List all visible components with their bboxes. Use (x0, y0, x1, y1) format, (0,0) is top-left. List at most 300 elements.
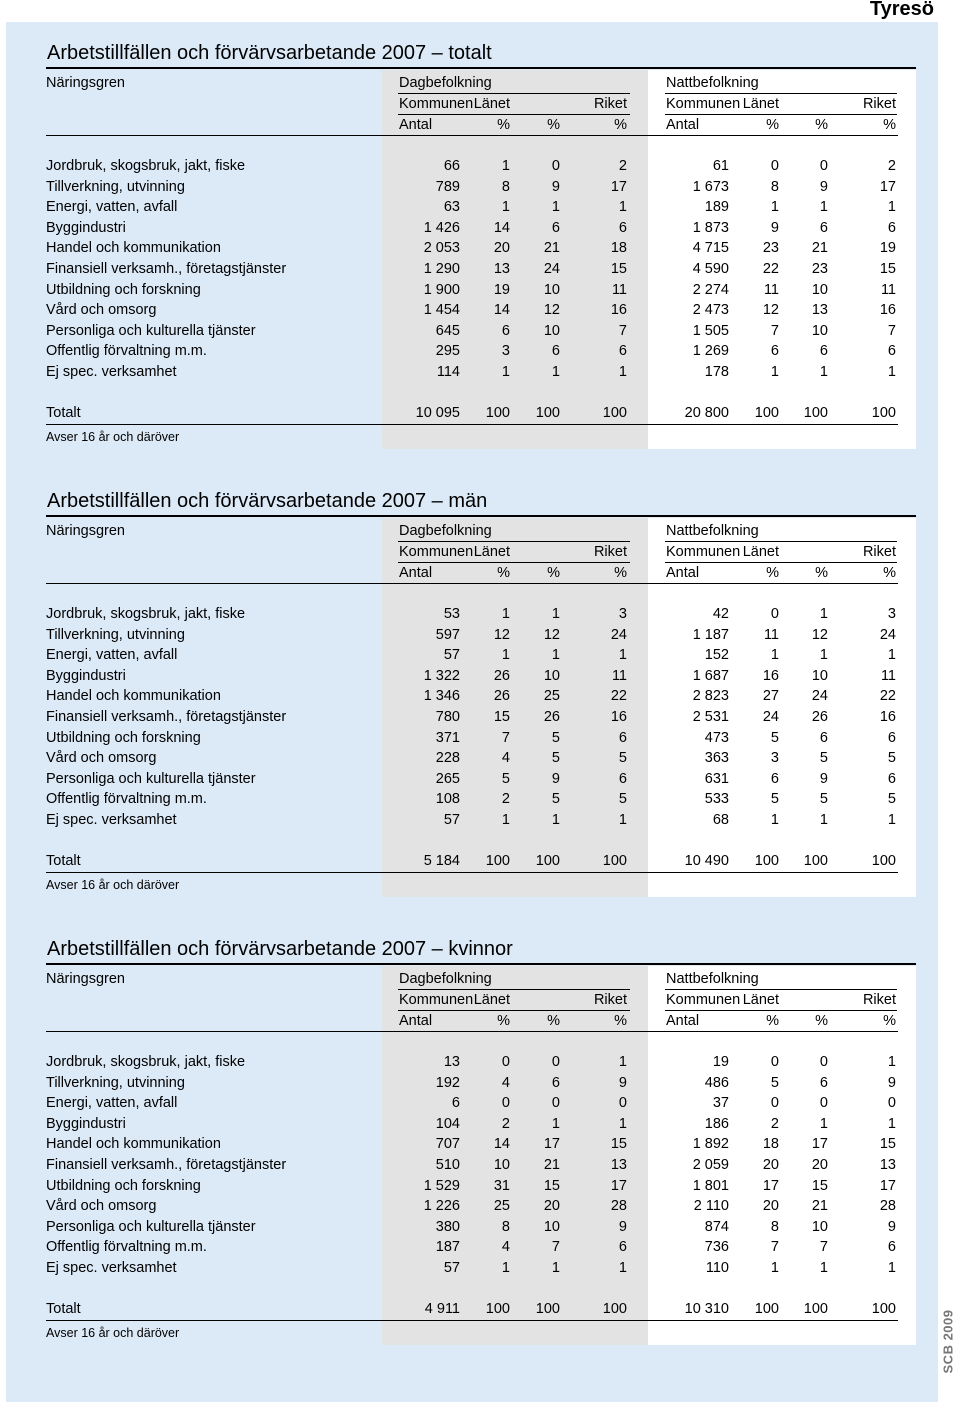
sector-label: Ej spec. verksamhet (46, 1260, 177, 1276)
total-value: 100 (602, 853, 627, 869)
table-row (46, 789, 898, 809)
header-riket-night: Riket (862, 544, 896, 560)
cell-value: 6 (819, 343, 828, 360)
cell-value: 631 (704, 770, 729, 787)
sector-label: Ej spec. verksamhet (46, 364, 177, 380)
cell-value: 1 529 (423, 1177, 460, 1194)
cell-value: 57 (443, 647, 460, 664)
sector-label: Handel och kommunikation (46, 240, 221, 257)
header-pct-day-3: % (614, 117, 627, 133)
header-antal-day: Antal (399, 565, 433, 581)
cell-value: 0 (618, 1095, 627, 1112)
header-kommunen-night: Kommunen (666, 992, 741, 1008)
sector-label: Vård och omsorg (46, 750, 157, 767)
cell-value: 10 (543, 322, 560, 339)
cell-value: 189 (704, 199, 729, 216)
cell-value: 22 (762, 261, 779, 277)
header-riket-night: Riket (862, 992, 896, 1008)
cell-value: 28 (610, 1198, 627, 1215)
header-row (46, 969, 898, 989)
sector-label: Jordbruk, skogsbruk, jakt, fiske (46, 158, 246, 174)
sector-label: Utbildning och forskning (46, 281, 201, 298)
cell-value: 4 (501, 1074, 510, 1091)
cell-value: 1 687 (692, 667, 729, 684)
cell-value: 1 (770, 1260, 779, 1276)
cell-value: 6 (887, 770, 896, 787)
cell-value: 1 873 (692, 219, 729, 236)
cell-value: 11 (611, 667, 627, 684)
cell-value: 68 (712, 812, 729, 828)
title-underline (46, 963, 916, 965)
header-lanet-day: Länet (473, 992, 510, 1008)
header-pct-night-1: % (766, 565, 779, 581)
cell-value: 4 590 (692, 261, 729, 277)
cell-value: 13 (443, 1054, 460, 1070)
total-value: 4 911 (424, 1301, 460, 1317)
cell-value: 1 (551, 199, 560, 216)
cell-value: 371 (435, 729, 460, 746)
cell-value: 17 (879, 178, 896, 195)
cell-value: 3 (770, 750, 779, 767)
cell-value: 0 (770, 606, 779, 622)
cell-value: 1 269 (692, 343, 729, 360)
sector-label: Vård och omsorg (46, 302, 157, 319)
cell-value: 5 (819, 750, 828, 767)
table-row (46, 769, 898, 789)
cell-value: 21 (543, 1157, 560, 1173)
cell-value: 20 (493, 240, 510, 257)
cell-value: 9 (618, 1218, 627, 1235)
total-value: 100 (871, 1301, 896, 1317)
sector-label: Finansiell verksamh., företagstjänster (46, 1157, 287, 1173)
cell-value: 510 (435, 1157, 460, 1173)
header-sector: Näringsgren (46, 75, 125, 91)
cell-value: 1 505 (692, 322, 729, 339)
header-lanet-day: Länet (473, 544, 510, 560)
sector-label: Finansiell verksamh., företagstjänster (46, 261, 287, 277)
sector-label: Personliga och kulturella tjänster (46, 1218, 256, 1235)
cell-value: 1 (887, 199, 896, 216)
cell-value: 2 (501, 791, 510, 808)
cell-value: 31 (493, 1177, 510, 1194)
header-row-units (46, 563, 898, 583)
title-underline (46, 515, 916, 517)
cell-value: 16 (879, 302, 896, 319)
sector-label: Energi, vatten, avfall (46, 647, 178, 664)
cell-value: 8 (770, 1218, 779, 1235)
cell-value: 57 (443, 1260, 460, 1276)
header-kommunen-day: Kommunen (399, 96, 474, 112)
table-row (46, 177, 898, 197)
cell-value: 63 (443, 199, 460, 216)
cell-value: 6 (618, 1239, 627, 1256)
cell-value: 1 (551, 1115, 560, 1132)
cell-value: 1 892 (692, 1136, 729, 1153)
cell-value: 23 (762, 240, 779, 257)
cell-value: 10 (543, 1218, 560, 1235)
cell-value: 789 (435, 178, 460, 195)
header-pct-day-1: % (497, 117, 510, 133)
table-row (46, 1176, 898, 1196)
cell-value: 28 (879, 1198, 896, 1215)
cell-value: 2 (501, 1115, 510, 1132)
total-value: 100 (754, 853, 779, 869)
cell-value: 13 (879, 1157, 896, 1173)
total-label: Totalt (46, 1301, 81, 1317)
cell-value: 26 (493, 688, 510, 705)
cell-value: 1 (618, 1260, 627, 1276)
total-value: 100 (803, 853, 828, 869)
cell-value: 5 (770, 729, 779, 746)
cell-value: 10 (543, 281, 560, 298)
header-pct-night-2: % (815, 565, 828, 581)
cell-value: 1 (819, 606, 828, 622)
cell-value: 0 (501, 1054, 510, 1070)
cell-value: 178 (704, 364, 729, 380)
header-sector: Näringsgren (46, 523, 125, 539)
sector-label: Handel och kommunikation (46, 1136, 221, 1153)
table-row (46, 300, 898, 320)
cell-value: 11 (611, 281, 627, 298)
cell-value: 24 (762, 709, 779, 725)
cell-value: 186 (704, 1115, 729, 1132)
cell-value: 6 (618, 343, 627, 360)
table-row (46, 1237, 898, 1257)
cell-value: 24 (811, 688, 828, 705)
sector-label: Tillverkning, utvinning (46, 1074, 185, 1091)
total-value: 100 (535, 853, 560, 869)
cell-value: 0 (501, 1095, 510, 1112)
watermark-text: SCB 2009 (940, 1309, 956, 1373)
cell-value: 18 (610, 240, 627, 257)
cell-value: 1 (770, 199, 779, 216)
cell-value: 780 (435, 709, 460, 725)
total-value: 100 (485, 405, 510, 421)
cell-value: 23 (811, 261, 828, 277)
cell-value: 13 (493, 261, 510, 277)
header-day-population: Dagbefolkning (399, 523, 492, 539)
cell-value: 16 (879, 709, 896, 725)
cell-value: 9 (887, 1074, 896, 1091)
cell-value: 104 (435, 1115, 460, 1132)
cell-value: 0 (551, 158, 560, 174)
cell-value: 1 (887, 812, 896, 828)
total-label: Totalt (46, 853, 81, 869)
cell-value: 16 (762, 667, 779, 684)
cell-value: 1 226 (423, 1198, 460, 1215)
cell-value: 2 (887, 158, 896, 174)
cell-value: 1 187 (692, 626, 729, 643)
cell-value: 19 (879, 240, 896, 257)
cell-value: 10 (811, 281, 828, 298)
table-row (46, 1134, 898, 1154)
cell-value: 8 (501, 178, 510, 195)
cell-value: 228 (435, 750, 460, 767)
header-pct-day-1: % (497, 565, 510, 581)
table-row (46, 604, 898, 624)
cell-value: 1 (887, 1260, 896, 1276)
cell-value: 2 053 (423, 240, 460, 257)
header-antal-day: Antal (399, 117, 433, 133)
table-row (46, 1155, 898, 1175)
header-riket-day: Riket (593, 992, 627, 1008)
cell-value: 4 715 (692, 240, 729, 257)
scb-watermark (937, 1300, 959, 1382)
cell-value: 1 (819, 199, 828, 216)
cell-value: 8 (770, 178, 779, 195)
cell-value: 1 (551, 364, 560, 380)
table-title: Arbetstillfällen och förvärvsarbetande 2007 – totalt (47, 42, 492, 64)
cell-value: 24 (610, 626, 627, 643)
cell-value: 5 (887, 791, 896, 808)
header-antal-day: Antal (399, 1013, 433, 1029)
cell-value: 6 (618, 770, 627, 787)
cell-value: 3 (501, 343, 510, 360)
cell-value: 1 (501, 199, 510, 216)
cell-value: 0 (551, 1095, 560, 1112)
footnote: Avser 16 år och däröver (46, 1326, 180, 1340)
header-row-units (46, 115, 898, 135)
header-sector: Näringsgren (46, 971, 125, 987)
cell-value: 7 (770, 1239, 779, 1256)
total-label: Totalt (46, 405, 81, 421)
table-row (46, 1258, 898, 1278)
cell-value: 12 (762, 302, 779, 319)
sector-label: Offentlig förvaltning m.m. (46, 343, 207, 360)
header-pct-day-2: % (547, 1013, 560, 1029)
cell-value: 5 (551, 750, 560, 767)
header-lanet-night: Länet (742, 992, 779, 1008)
cell-value: 1 (819, 364, 828, 380)
cell-value: 1 (551, 1260, 560, 1276)
cell-value: 17 (879, 1177, 896, 1194)
cell-value: 2 (770, 1115, 779, 1132)
cell-value: 14 (493, 219, 510, 236)
cell-value: 707 (435, 1136, 460, 1153)
cell-value: 1 (501, 647, 510, 664)
cell-value: 1 (887, 364, 896, 380)
cell-value: 9 (887, 1218, 896, 1235)
total-value: 10 095 (415, 405, 460, 421)
total-value: 100 (602, 405, 627, 421)
cell-value: 10 (493, 1157, 510, 1173)
cell-value: 1 346 (423, 688, 460, 705)
cell-value: 53 (443, 606, 460, 622)
sector-label: Utbildning och forskning (46, 729, 201, 746)
cell-value: 6 (551, 1074, 560, 1091)
cell-value: 11 (880, 281, 896, 298)
cell-value: 1 (618, 1054, 627, 1070)
cell-value: 0 (551, 1054, 560, 1070)
sector-label: Jordbruk, skogsbruk, jakt, fiske (46, 606, 246, 622)
header-night-population: Nattbefolkning (666, 523, 759, 539)
cell-value: 1 (618, 812, 627, 828)
cell-value: 1 (887, 1115, 896, 1132)
header-pct-night-3: % (883, 117, 896, 133)
cell-value: 15 (811, 1177, 828, 1194)
cell-value: 0 (819, 158, 828, 174)
header-kommunen-day: Kommunen (399, 992, 474, 1008)
cell-value: 110 (705, 1260, 729, 1276)
header-pct-night-1: % (766, 117, 779, 133)
cell-value: 12 (811, 626, 828, 643)
cell-value: 1 (501, 1260, 510, 1276)
header-pct-night-2: % (815, 117, 828, 133)
table-row (46, 1114, 898, 1134)
cell-value: 18 (762, 1136, 779, 1153)
cell-value: 5 (551, 791, 560, 808)
table-row (46, 259, 898, 279)
table-title: Arbetstillfällen och förvärvsarbetande 2007 – kvinnor (47, 938, 513, 960)
cell-value: 15 (879, 1136, 896, 1153)
header-pct-day-3: % (614, 1013, 627, 1029)
cell-value: 5 (770, 1074, 779, 1091)
cell-value: 187 (435, 1239, 460, 1256)
header-row (46, 521, 898, 541)
table-row (46, 197, 898, 217)
header-row-geo (46, 990, 898, 1010)
header-lanet-night: Länet (742, 544, 779, 560)
total-value: 100 (535, 405, 560, 421)
cell-value: 1 (618, 647, 627, 664)
cell-value: 7 (819, 1239, 828, 1256)
header-pct-day-2: % (547, 117, 560, 133)
cell-value: 6 (887, 219, 896, 236)
cell-value: 6 (618, 219, 627, 236)
total-value: 100 (803, 405, 828, 421)
cell-value: 1 (819, 1260, 828, 1276)
cell-value: 1 (618, 364, 627, 380)
cell-value: 6 (819, 1074, 828, 1091)
header-pct-day-3: % (614, 565, 627, 581)
table-row (46, 686, 898, 706)
cell-value: 17 (762, 1177, 779, 1194)
header-lanet-night: Länet (742, 96, 779, 112)
cell-value: 8 (501, 1218, 510, 1235)
cell-value: 6 (887, 729, 896, 746)
table-row (46, 1052, 898, 1072)
header-riket-day: Riket (593, 544, 627, 560)
table-row (46, 810, 898, 830)
cell-value: 17 (811, 1136, 828, 1153)
table-row (46, 238, 898, 258)
cell-value: 11 (880, 667, 896, 684)
sector-label: Personliga och kulturella tjänster (46, 322, 256, 339)
cell-value: 9 (618, 1074, 627, 1091)
cell-value: 19 (712, 1054, 729, 1070)
cell-value: 1 (501, 364, 510, 380)
header-kommunen-night: Kommunen (666, 544, 741, 560)
cell-value: 597 (435, 626, 460, 643)
cell-value: 1 900 (423, 281, 460, 298)
cell-value: 0 (770, 1095, 779, 1112)
cell-value: 1 322 (423, 667, 460, 684)
cell-value: 2 059 (692, 1157, 729, 1173)
cell-value: 15 (543, 1177, 560, 1194)
cell-value: 15 (493, 709, 510, 725)
cell-value: 192 (435, 1074, 460, 1091)
cell-value: 533 (704, 791, 729, 808)
cell-value: 9 (551, 178, 560, 195)
sector-label: Offentlig förvaltning m.m. (46, 1239, 207, 1256)
cell-value: 17 (543, 1136, 560, 1153)
cell-value: 1 (501, 812, 510, 828)
cell-value: 6 (819, 219, 828, 236)
total-row (46, 1299, 898, 1319)
sector-label: Byggindustri (46, 219, 126, 236)
cell-value: 5 (770, 791, 779, 808)
table-title: Arbetstillfällen och förvärvsarbetande 2007 – män (47, 490, 488, 512)
cell-value: 2 110 (693, 1198, 729, 1215)
cell-value: 16 (610, 709, 627, 725)
cell-value: 2 823 (692, 688, 729, 705)
cell-value: 295 (435, 343, 460, 360)
sector-label: Tillverkning, utvinning (46, 626, 185, 643)
cell-value: 645 (435, 322, 460, 339)
cell-value: 22 (879, 688, 896, 705)
cell-value: 0 (887, 1095, 896, 1112)
cell-value: 26 (493, 667, 510, 684)
cell-value: 13 (610, 1157, 627, 1173)
cell-value: 5 (618, 791, 627, 808)
total-value: 10 490 (684, 853, 729, 869)
table-row (46, 321, 898, 341)
cell-value: 265 (435, 770, 460, 787)
total-bottom-rule (46, 1320, 898, 1321)
cell-value: 20 (811, 1157, 828, 1173)
cell-value: 108 (435, 791, 460, 808)
total-value: 100 (871, 405, 896, 421)
cell-value: 42 (712, 606, 729, 622)
cell-value: 27 (762, 688, 779, 705)
cell-value: 5 (551, 729, 560, 746)
sector-label: Energi, vatten, avfall (46, 199, 178, 216)
total-value: 5 184 (423, 853, 460, 869)
cell-value: 6 (819, 729, 828, 746)
header-bottom-rule (46, 583, 898, 584)
header-pct-night-3: % (883, 565, 896, 581)
municipality-name: Tyresö (869, 0, 934, 20)
cell-value: 0 (770, 1054, 779, 1070)
cell-value: 1 (551, 606, 560, 622)
cell-value: 25 (493, 1198, 510, 1215)
header-pct-night-1: % (766, 1013, 779, 1029)
cell-value: 6 (551, 343, 560, 360)
cell-value: 11 (763, 281, 779, 298)
cell-value: 2 531 (692, 709, 729, 725)
total-value: 100 (754, 1301, 779, 1317)
sector-label: Tillverkning, utvinning (46, 178, 185, 195)
cell-value: 473 (704, 729, 729, 746)
table-row (46, 362, 898, 382)
table-row (46, 645, 898, 665)
table-row (46, 218, 898, 238)
header-antal-night: Antal (666, 117, 700, 133)
cell-value: 9 (551, 770, 560, 787)
cell-value: 1 (770, 812, 779, 828)
header-kommunen-day: Kommunen (399, 544, 474, 560)
cell-value: 10 (543, 667, 560, 684)
cell-value: 4 (501, 1239, 510, 1256)
cell-value: 3 (618, 606, 627, 622)
header-row-geo (46, 94, 898, 114)
cell-value: 22 (610, 688, 627, 705)
cell-value: 2 (618, 158, 627, 174)
total-bottom-rule (46, 872, 898, 873)
cell-value: 1 (618, 1115, 627, 1132)
header-kommunen-night: Kommunen (666, 96, 741, 112)
cell-value: 1 (618, 199, 627, 216)
